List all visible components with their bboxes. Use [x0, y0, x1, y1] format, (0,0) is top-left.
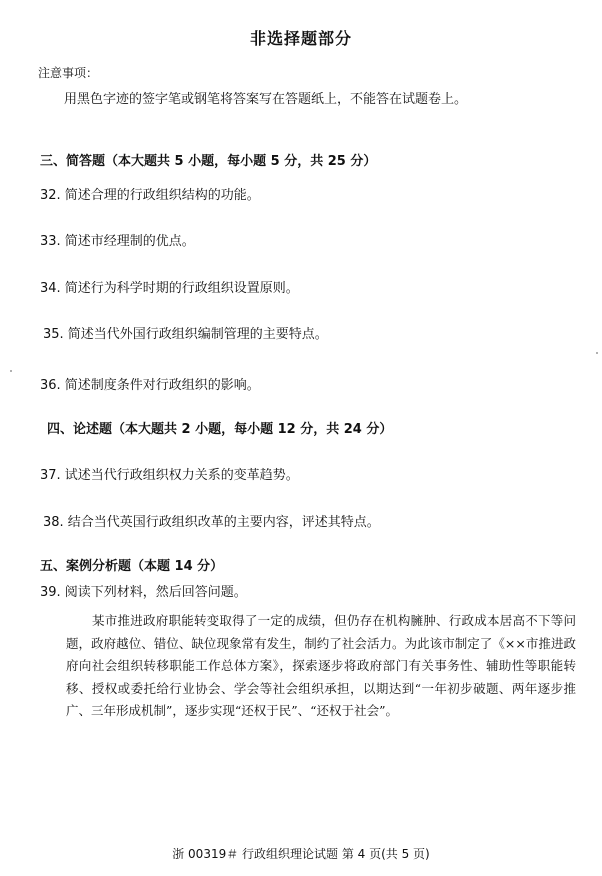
case-passage: 某市推进政府职能转变取得了一定的成绩，但仍存在机构臃肿、行政成本居高不下等问题，政府越位、错位、缺位现象常有发生，制约了社会活力。为此该市制定了《××市推进政府向社会组织转移职能工作总体方案》，探索逐步将政府部门有关事务性、辅助性等职能转移、授权或委托给行业协会、学会等社会组织承担，以期达到“一年初步破题、两年逐步推广、三年形成机制”，逐步实现“还权于民”、“还权于社会”。 [66, 613, 576, 718]
question-38: 38. 结合当代英国行政组织改革的主要内容，评述其特点。 [43, 515, 380, 530]
section-heading-essay: 四、论述题（本大题共 2 小题，每小题 12 分，共 24 分） [47, 422, 393, 437]
question-34: 34. 简述行为科学时期的行政组织设置原则。 [40, 281, 299, 296]
notice-label: 注意事项： [38, 66, 99, 80]
question-36: 36. 简述制度条件对行政组织的影响。 [40, 378, 260, 393]
scan-speck [10, 370, 12, 372]
question-35: 35. 简述当代外国行政组织编制管理的主要特点。 [43, 327, 328, 342]
page-footer: 浙 00319＃ 行政组织理论试题 第 4 页(共 5 页) [172, 847, 430, 861]
section-heading-short-answer: 三、简答题（本大题共 5 小题，每小题 5 分，共 25 分） [40, 154, 377, 169]
question-37: 37. 试述当代行政组织权力关系的变革趋势。 [40, 468, 299, 483]
notice-text: 用黑色字迹的签字笔或钢笔将答案写在答题纸上，不能答在试题卷上。 [64, 92, 468, 107]
question-32: 32. 简述合理的行政组织结构的功能。 [40, 188, 260, 203]
question-33: 33. 简述市经理制的优点。 [40, 234, 195, 249]
question-39: 39. 阅读下列材料，然后回答问题。 [40, 585, 247, 600]
page-title: 非选择题部分 [249, 29, 352, 48]
scan-speck [596, 352, 598, 354]
section-heading-case-analysis: 五、案例分析题（本题 14 分） [40, 559, 224, 574]
